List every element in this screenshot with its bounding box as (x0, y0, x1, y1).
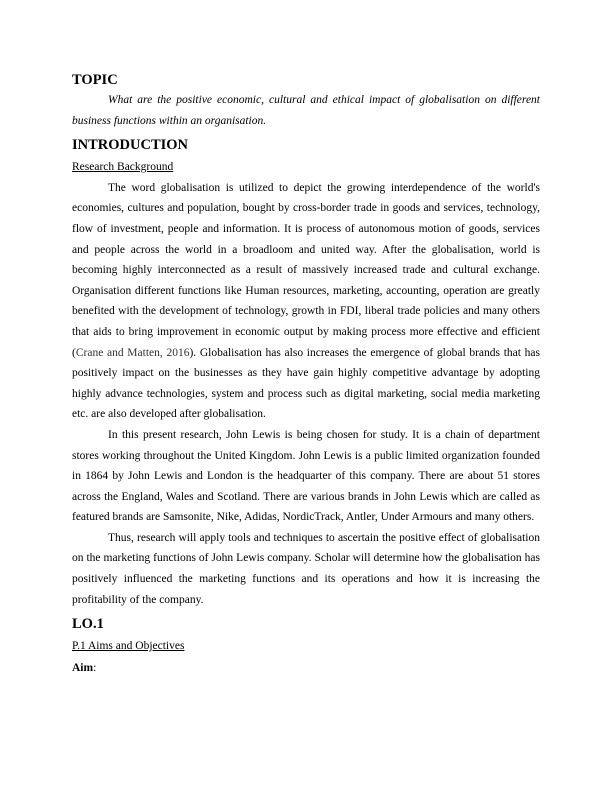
aims-objectives-subheading: P.1 Aims and Objectives (72, 640, 185, 653)
aim-line (72, 658, 540, 679)
topic-question: What are the positive economic, cultural and ethical impact of globalisation on different business functions within an organisation. (72, 94, 540, 127)
paragraph-globalisation-start: The word globalisation is utilized to depict the growing interdependence of the world's economies, cultures and population, bought by cross-border trade in goods and services, technology, flow of investment, people and information. It is process of autonomous motion of goods, services and people across the world in a broadloom and united way. After the globalisation, world is becoming highly interconnected as a result of massively increased trade and cultural exchange. Organisation different functions like Human resources, marketing, accounting, operation are greatly benefited with the development of technology, growth in FDI, liberal trade policies and many others that aids to bring improvement in economic output by making process more effective and efficient ( (72, 181, 540, 359)
paragraph-john-lewis: In this present research, John Lewis is being chosen for study. It is a chain of department stores working throughout the United Kingdom. John Lewis is a public limited organization founded in 1864 by John Lewis and London is the headquarter of this company. There are about 51 stores across the England, Wales and Scotland. There are various brands in John Lewis which are called as featured brands are Samsonite, Nike, Adidas, NordicTrack, Antler, Under Armours and many others. (72, 428, 540, 524)
paragraph-globalisation-end: ). Globalisation has also increases the emergence of global brands that has positively impact on the businesses as they have gain highly competitive advantage by adopting highly advance technologies, system and process such as digital marketing, social media marketing etc. are also developed after globalisation. (72, 346, 540, 421)
aim-colon: : (93, 661, 97, 674)
citation: Crane and Matten, 2016 (75, 346, 190, 359)
document-page (72, 70, 540, 678)
research-background-subheading: Research Background (72, 161, 174, 174)
topic-heading: TOPIC (72, 72, 118, 88)
introduction-heading: INTRODUCTION (72, 137, 189, 154)
aim-label: Aim (72, 661, 94, 674)
paragraph-globalisation (72, 178, 540, 425)
lo1-heading: LO.1 (72, 616, 104, 633)
paragraph-research-scope: Thus, research will apply tools and techniques to ascertain the positive effect of globalisation on the marketing functions of John Lewis company. Scholar will determine how the globalisation has positively influenced the marketing functions and its operations and how it is increasing the profitability of the company. (72, 531, 540, 606)
